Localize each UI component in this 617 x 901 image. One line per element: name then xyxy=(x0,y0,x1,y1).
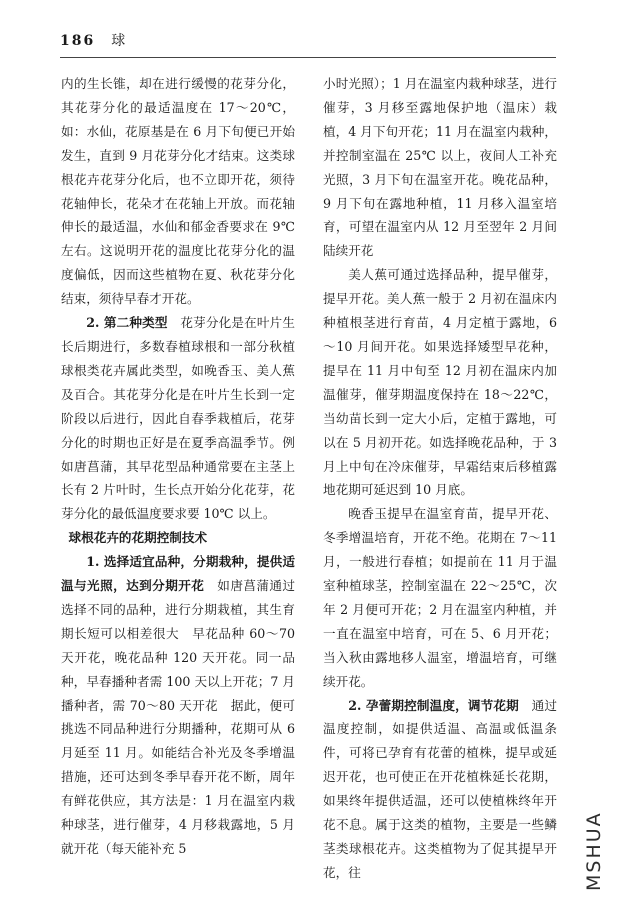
paragraph-lead: 2. 孕蕾期控制温度，调节花期 xyxy=(348,697,519,713)
header-rule xyxy=(60,57,556,58)
paragraph-type-two xyxy=(61,311,295,526)
paragraph-method-two xyxy=(323,694,557,885)
paragraph-body: 如唐菖蒲通过选择不同的品种，进行分期栽植，其生育期长短可以相差很大 早花品种 60～70 天开花，晚花品种 120 天开花。同一品种，早春播种者需 100 天以上开花；7 月播种者，需 70～80 天开花 据此，便可挑选不同品种进行分期播种，花期可从 6 月延至 11 月。如能结合补光及冬季增温措施，还可达到冬季早春开花不断，周年有鲜花供应，其方法是：1 月在温室内栽种球茎，进行催芽，4 月移栽露地，5 月就开花（每天能补充 5 xyxy=(61,578,296,856)
running-title: 球 xyxy=(111,33,128,49)
paragraph-continued: 内的生长锥，却在进行缓慢的花芽分化，其花芽分化的最适温度在 17～20℃，如：水仙，花原基是在 6 月下旬便已开始发生，直到 9 月花芽分化才结束。这类球根花卉花芽分化后，也不立即开花，须待花轴伸长，花朵才在花轴上开放。而花轴伸长的最适温，水仙和郁金香要求在 9℃ 左右。这说明开花的温度比花芽分化的温度偏低，因而这些植物在夏、秋花芽分化结束，须待早春才开花。 xyxy=(61,76,295,307)
watermark: MSHUA xyxy=(583,811,605,891)
paragraph-lead: 1. 选择适宜品种，分期栽种，提供适温与光照，达到分期开花 xyxy=(61,554,295,594)
paragraph-canna: 美人蕉可通过选择品种，提早催芽，提早开花。美人蕉一般于 2 月初在温床内种植根茎进行育苗，4 月定植于露地，6～10 月间开花。如果选择矮型早花种，提早在 11 月中旬至 12 月初在温床内加温催芽，催芽期温度保持在 18～22℃，当幼苗长到一定大小后，定植于露地，可以在 5 月初开花。如选择晚花品种，于 3 月上中旬在冷床催芽，早霜结束后移植露地花期可延迟到 10 月底。 xyxy=(323,267,557,498)
paragraph-continued: 小时光照）；1 月在温室内栽种球茎，进行催芽，3 月移至露地保护地（温床）栽植，4 月下旬开花；11 月在温室内栽种，并控制室温在 25℃ 以上，夜间人工补充光照，3 月下旬在温室开花。晚花品种，9 月下旬在露地种植，11 月移入温室培育，可望在温室内从 12 月至翌年 2 月间陆续开花 xyxy=(323,76,557,259)
left-column xyxy=(61,72,295,861)
paragraph-tuberose: 晚香玉提早在温室育苗，提早开花、冬季增温培育，开花不绝。花期在 7～11 月，一般进行春植；如提前在 11 月于温室种植球茎，控制室温在 22～25℃，次年 2 月便可开花；2 月在温室内种植，并一直在温室中培育，可在 5、6 月开花；当入秋由露地移人温室，增温培育，可继续开花。 xyxy=(323,506,557,689)
section-heading: 球根花卉的花期控制技术 xyxy=(68,530,208,546)
paragraph-body: 花芽分化是在叶片生长后期进行，多数春植球根和一部分秋植球根类花卉属此类型，如晚香玉、美人蕉及百合。其花芽分化是在叶片生长到一定阶段以后进行，因此自春季栽植后，花芽分化的时期也正好是在夏季高温季节。例如唐菖蒲，其早花型品种通常要在主茎上长有 2 片叶时，生长点开始分化花芽，花芽分化的最低温度要求要 10℃ 以上。 xyxy=(61,315,296,522)
paragraph-method-one xyxy=(61,550,295,861)
right-column xyxy=(323,72,557,885)
paragraph-lead: 2. 第二种类型 xyxy=(86,315,168,331)
page-number: 186 xyxy=(60,33,96,49)
page-header xyxy=(60,30,127,50)
paragraph-body: 通过温度控制，如提供适温、高温或低温条件，可将已孕育有花蕾的植株，提早或延迟开花，也可使正在开花植株延长花期，如果终年提供适温，还可以使植株终年开花不息。属于这类的植物，主要是一些鳞茎类球根花卉。这类植物为了促其提早开花，往 xyxy=(323,697,558,880)
